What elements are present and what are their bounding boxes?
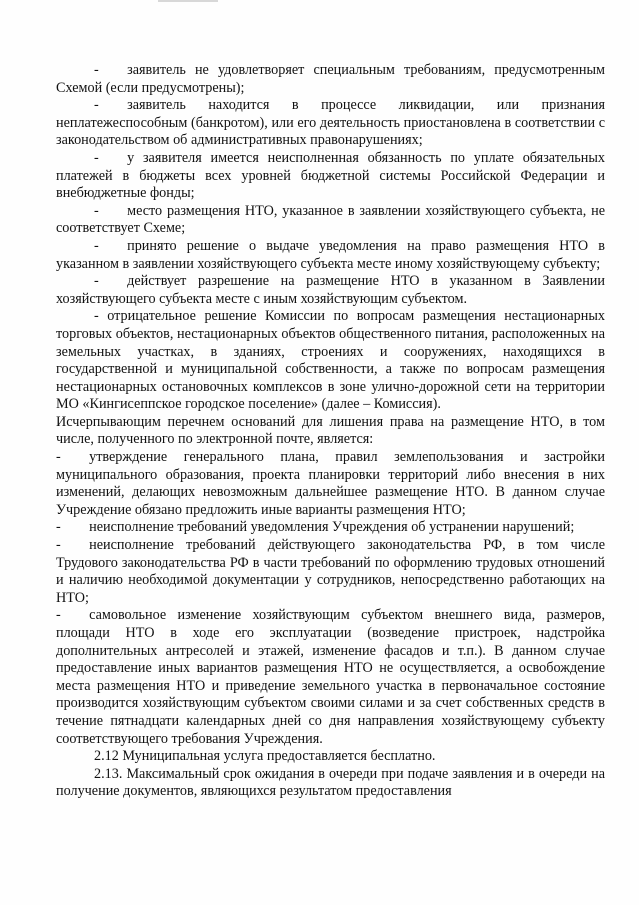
section-2-12: 2.12 Муниципальная услуга предоставляется бесплатно. <box>94 748 436 765</box>
paragraph-decision: - принято решение о выдаче уведомления на право размещения НТО в указанном в заявлении хозяйствующего субъекта месте иному хозяйствующему субъекту; <box>56 237 605 272</box>
paragraph-requirements: - заявитель не удовлетворяет специальным требованиям, предусмотренным Схемой (если предусмотрены); <box>56 62 605 96</box>
paragraph-general-plan: - утверждение генерального плана, правил землепользования и застройки муниципального образования, проекта планировки территорий либо внесения в них изменений, делающих невозможным дальнейшее размещение НТО. В данном случае Учреждение обязано предложить иные варианты размещения НТО; <box>56 449 605 518</box>
paragraph-liquidation: - заявитель находится в процессе ликвидации, или признания неплатежеспособным (банкротом), или его деятельность приостановлена в соответствии с законодательством об административных правонарушениях; <box>56 97 605 149</box>
section-2-13: 2.13. Максимальный срок ожидания в очереди при подаче заявления и в очереди на получение документов, являющихся результатом предоставления <box>56 765 605 800</box>
paragraph-commission: - отрицательное решение Комиссии по вопросам размещения нестационарных торговых объектов, нестационарных объектов общественного питания, расположенных на земельных участках, в зданиях, строениях и сооружениях, находящихся в государственной и муниципальной собственности, а также по вопросам размещения нестационарных остановочных комплексов в зоне улично-дорожной сети на территории МО «Кингисеппское городское поселение» (далее – Комиссия). <box>56 308 605 413</box>
paragraph-unauthorized-change: - самовольное изменение хозяйствующим субъектом внешнего вида, размеров, площади НТО в ходе его эксплуатации (возведение пристроек, надстройка дополнительных антресолей и этажей, изменение фасадов и т.п.). В данном случае предоставление иных вариантов размещения НТО не осуществляется, а освобождение места размещения НТО и приведение земельного участка в первоначальное состояние производится хозяйствующим субъектом своими силами и за счет собственных средств в течение пятнадцати календарных дней со дня направления хозяйствующему субъекту соответствующего требования Учреждения. <box>56 607 605 747</box>
paragraph-labor-law: - неисполнение требований действующего законодательства РФ, в том числе Трудового законодательства РФ в части требований по оформлению трудовых отношений и наличию необходимой документации у сотрудников, непосредственно работающих на НТО; <box>56 537 605 606</box>
scan-artifact <box>158 0 218 2</box>
paragraph-grounds-intro: Исчерпывающим перечнем оснований для лишения права на размещение НТО, в том числе, полученного по электронной почте, является: <box>56 413 605 448</box>
paragraph-location: - место размещения НТО, указанное в заявлении хозяйствующего субъекта, не соответствует Схеме; <box>56 202 605 237</box>
paragraph-notice: - неисполнение требований уведомления Учреждения об устранении нарушений; <box>56 519 575 536</box>
paragraph-permit: - действует разрешение на размещение НТО в указанном в Заявлении хозяйствующего субъекта месте с иным хозяйствующим субъектом. <box>56 273 605 307</box>
document-body <box>56 62 605 801</box>
paragraph-debt: - у заявителя имеется неисполненная обязанность по уплате обязательных платежей в бюджеты всех уровней бюджетной системы Российской Федерации и внебюджетные фонды; <box>56 149 605 202</box>
